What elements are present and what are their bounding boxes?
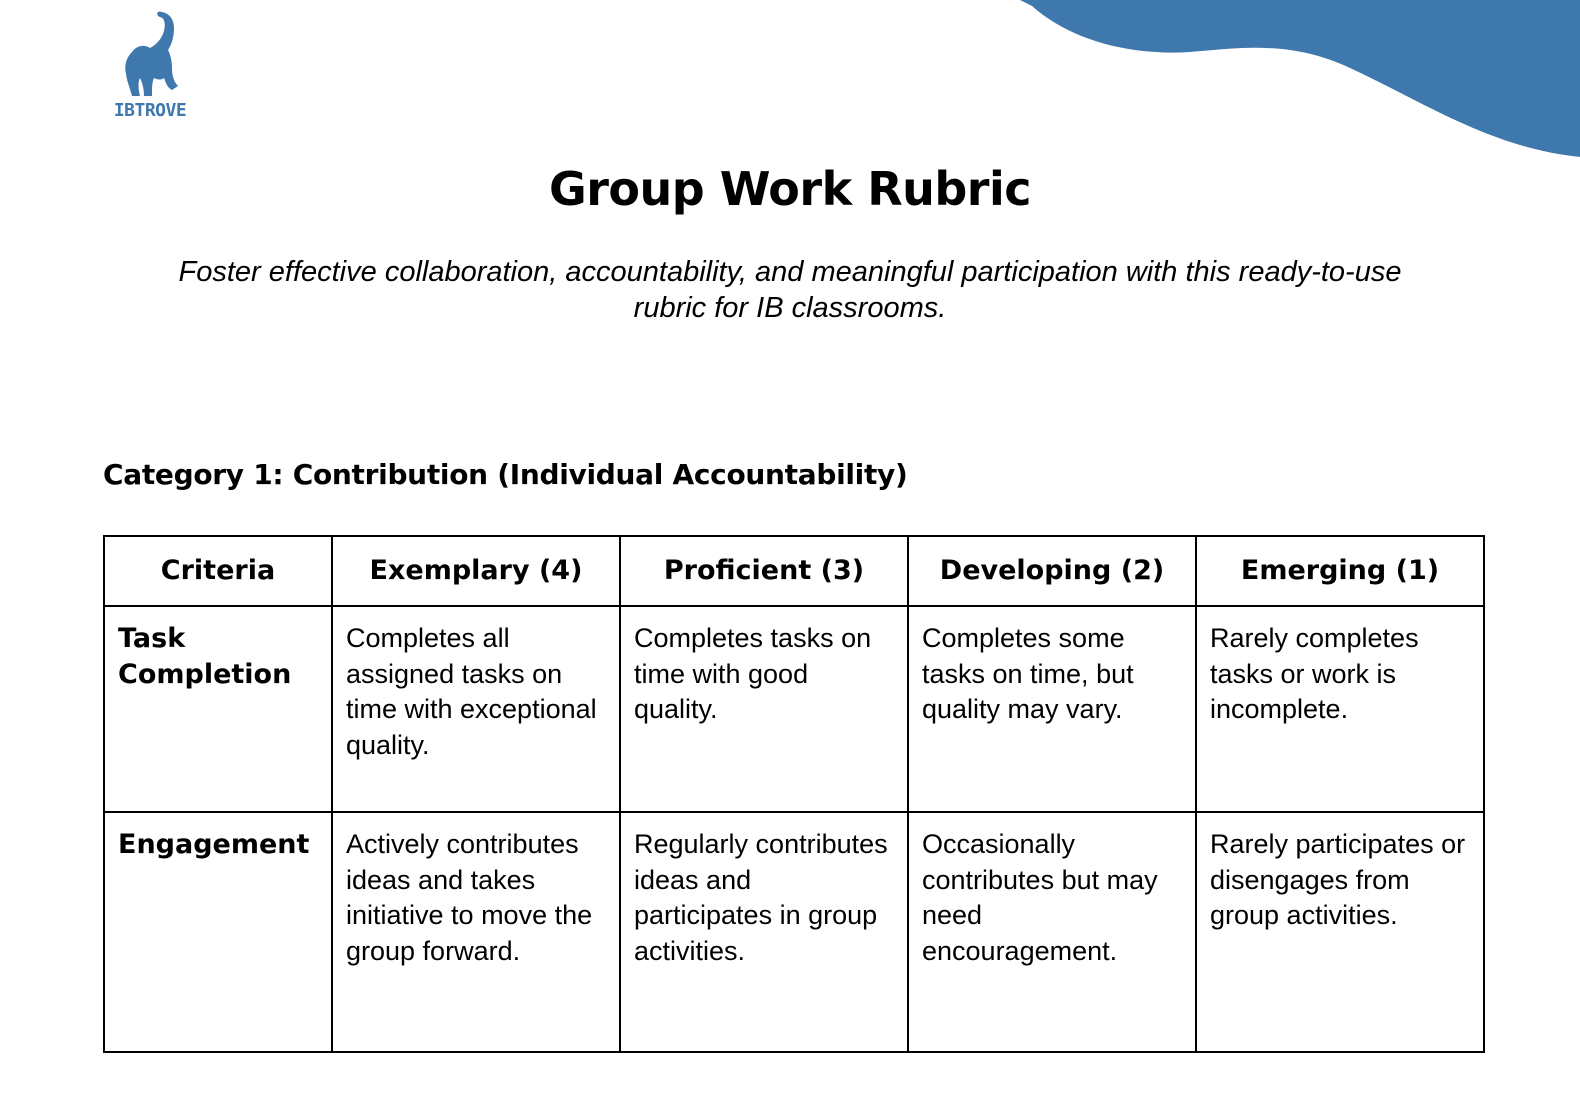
rubric-cell: Rarely completes tasks or work is incomplete.	[1196, 606, 1484, 812]
rubric-cell: Rarely participates or disengages from group activities.	[1196, 812, 1484, 1052]
header-exemplary: Exemplary (4)	[332, 536, 620, 606]
criteria-cell: Task Completion	[104, 606, 332, 812]
rubric-cell: Completes all assigned tasks on time with exceptional quality.	[332, 606, 620, 812]
header-developing: Developing (2)	[908, 536, 1196, 606]
table-header-row	[104, 536, 1484, 606]
rubric-cell: Regularly contributes ideas and participates in group activities.	[620, 812, 908, 1052]
elephant-icon	[104, 8, 196, 100]
header-criteria: Criteria	[104, 536, 332, 606]
rubric-cell: Completes tasks on time with good quality.	[620, 606, 908, 812]
decorative-wave	[1020, 0, 1580, 170]
table-row	[104, 812, 1484, 1052]
page-title: Group Work Rubric	[548, 162, 1032, 216]
criteria-cell: Engagement	[104, 812, 332, 1052]
rubric-cell: Completes some tasks on time, but quality may vary.	[908, 606, 1196, 812]
rubric-cell: Occasionally contributes but may need encouragement.	[908, 812, 1196, 1052]
header-emerging: Emerging (1)	[1196, 536, 1484, 606]
table-row	[104, 606, 1484, 812]
header-proficient: Proficient (3)	[620, 536, 908, 606]
category-heading: Category 1: Contribution (Individual Accountability)	[103, 458, 908, 491]
brand-name: IBTROVE	[113, 100, 187, 121]
brand-logo	[104, 8, 196, 124]
page-subtitle: Foster effective collaboration, accountability, and meaningful participation with this ready-to-use rubric for IB classrooms.	[178, 256, 1402, 324]
rubric-table	[103, 535, 1485, 1053]
rubric-cell: Actively contributes ideas and takes initiative to move the group forward.	[332, 812, 620, 1052]
